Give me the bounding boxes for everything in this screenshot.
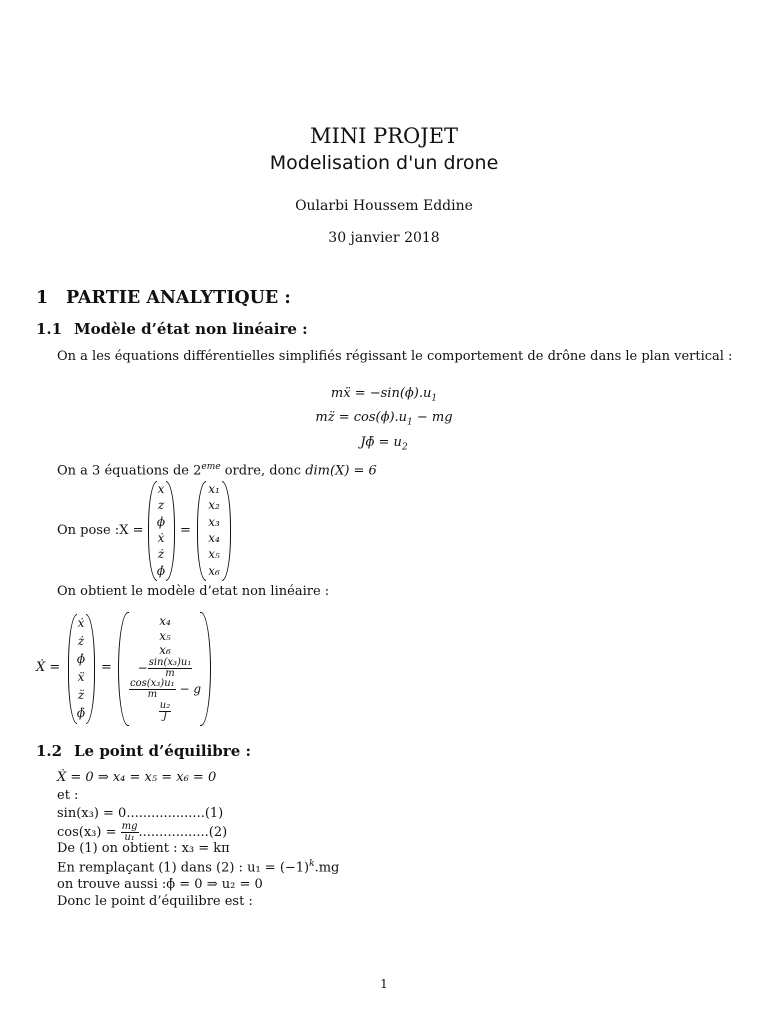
equals-sign: =	[101, 660, 112, 675]
subsection-heading	[36, 742, 251, 760]
equation-1: mẍ = $-\sin(\phi).u_1$	[330, 386, 438, 404]
equilibrium-line: Donc le point d’équilibre est :	[57, 894, 253, 909]
paren-right	[222, 481, 231, 581]
rhs-vector: x₄ x₅ x₆ − $\frac{\text{sin(x₃)u₁}}{m}$ $\frac{\text{cos(x₃)u₁}}{m}$ − g $\frac{\text{u₂}}{J}$	[129, 614, 202, 722]
intro-paragraph: On a les équations différentielles simplifiés régissant le comportement de drône dans le plan vertical :	[57, 349, 733, 364]
paren-right	[166, 481, 175, 581]
section-heading	[36, 288, 291, 308]
paren-right	[200, 612, 211, 726]
pose-label: On pose :X =	[57, 523, 144, 538]
page-number: 1	[380, 977, 388, 991]
x-vector: x₁ x₂ x₃ x₄ x₅ x₆	[208, 482, 220, 578]
date: 30 janvier 2018	[328, 230, 440, 246]
equilibrium-line: En remplaçant (1) dans (2) : $u_1 = (-1)^k.mg$	[57, 859, 340, 876]
author: Oularbi Houssem Eddine	[295, 198, 473, 214]
equation-3: Jϕ̈ = $u_2$	[360, 435, 408, 453]
equilibrium-line: sin(x₃) = 0...................(1)	[57, 806, 224, 821]
paper-subtitle: Modelisation d'un drone	[269, 152, 499, 174]
subsection-number: 1.2	[36, 742, 63, 760]
equilibrium-line: et :	[57, 788, 79, 803]
xdot-vector: ẋ ż ϕ̇ ẍ z̈ ϕ̈	[76, 616, 86, 720]
obtient-sentence: On obtient le modèle d’etat non linéaire :	[57, 584, 330, 599]
equilibrium-line: cos(x₃) = $\frac{mg}{\text{u₁}}$ .................(2)	[57, 821, 228, 843]
equilibrium-line: on trouve aussi :ϕ̇ = 0 ⇒ u₂ = 0	[57, 877, 263, 892]
subsection-title: Modèle d’état non linéaire :	[74, 320, 308, 338]
subsection-title: Le point d’équilibre :	[74, 742, 251, 760]
xdot-label: Ẋ =	[36, 660, 61, 675]
paper-title: MINI PROJET	[309, 124, 459, 148]
section-title: PARTIE ANALYTIQUE :	[66, 288, 291, 308]
equation-2: mz̈ = $\cos(\phi).u_1$ − mg	[315, 410, 453, 428]
section-number: 1	[36, 288, 49, 308]
order-sentence: On a 3 équations de 2eme ordre, donc dim(X) = 6	[57, 462, 377, 479]
subsection-number: 1.1	[36, 320, 63, 338]
equals-sign: =	[180, 523, 191, 538]
state-vector: x z ϕ ẋ ż ϕ̇	[156, 482, 166, 578]
equilibrium-line: Ẋ = 0 ⇒ x₄ = x₅ = x₆ = 0	[57, 770, 217, 785]
equilibrium-line: De (1) on obtient : x₃ = kπ	[57, 841, 230, 856]
subsection-heading	[36, 320, 308, 338]
paren-right	[86, 614, 95, 724]
